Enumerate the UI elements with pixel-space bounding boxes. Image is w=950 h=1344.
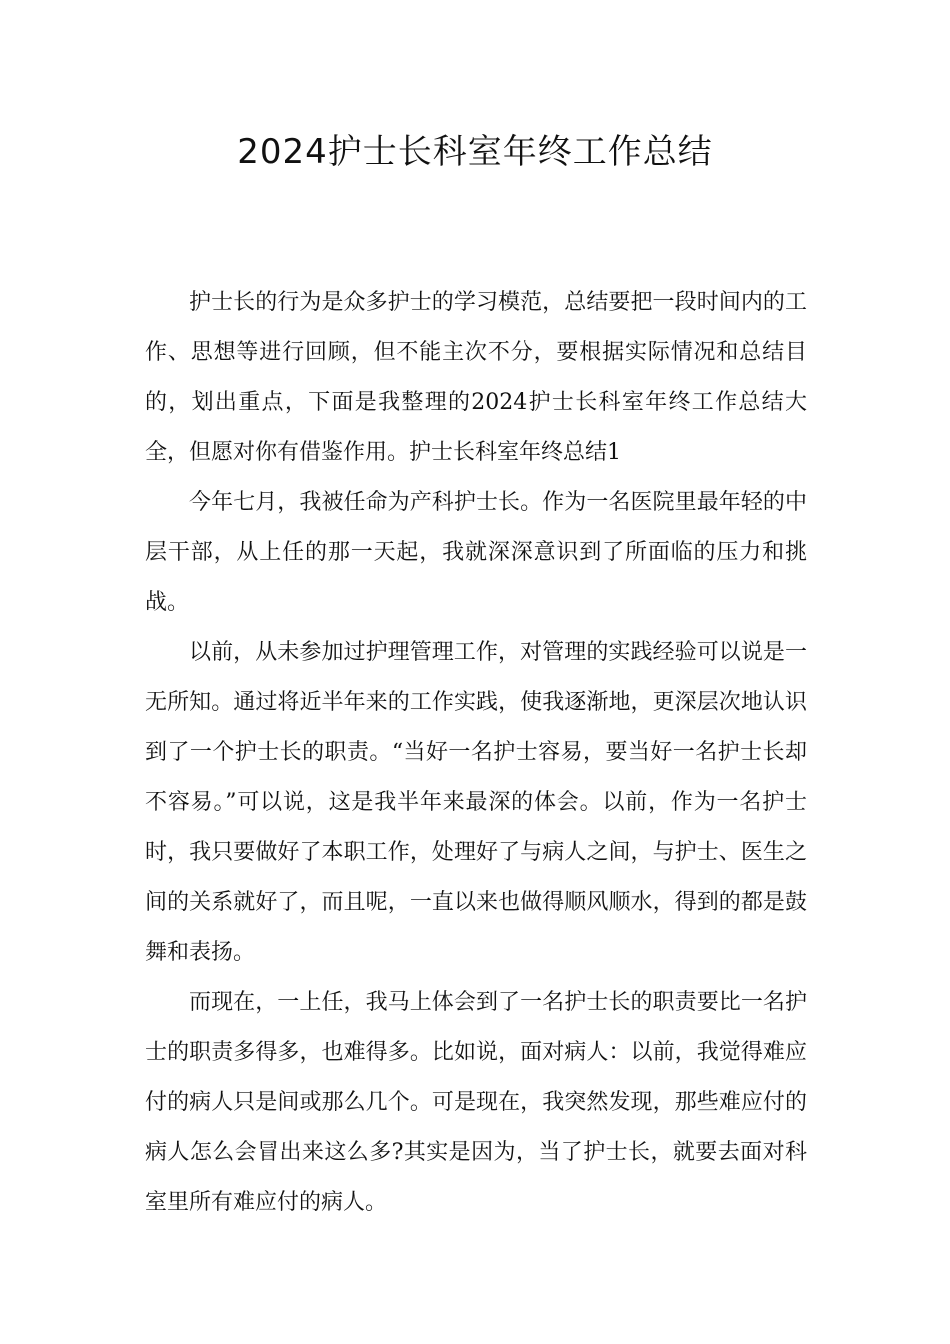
paragraph-appointment: 今年七月，我被任命为产科护士长。作为一名医院里最年轻的中层干部，从上任的那一天起，我就深深意识到了所面临的压力和挑战。 bbox=[145, 490, 807, 615]
paragraph-intro: 护士长的行为是众多护士的学习模范，总结要把一段时间内的工作、思想等进行回顾，但不能主次不分，要根据实际情况和总结目的，划出重点，下面是我整理的2024护士长科室年终工作总结大全，但愿对你有借鉴作用。护士长科室年终总结1 bbox=[145, 290, 807, 465]
document-body bbox=[145, 278, 807, 1228]
paragraph-experience: 以前，从未参加过护理管理工作，对管理的实践经验可以说是一无所知。通过将近半年来的工作实践，使我逐渐地，更深层次地认识到了一个护士长的职责。“当好一名护士容易，要当好一名护士长却不容易。”可以说，这是我半年来最深的体会。以前，作为一名护士时，我只要做好了本职工作，处理好了与病人之间，与护士、医生之间的关系就好了，而且呢，一直以来也做得顺风顺水，得到的都是鼓舞和表扬。 bbox=[145, 640, 807, 965]
document-title: 2024护士长科室年终工作总结 bbox=[237, 132, 713, 172]
paragraph-responsibility: 而现在，一上任，我马上体会到了一名护士长的职责要比一名护士的职责多得多，也难得多。比如说，面对病人：以前，我觉得难应付的病人只是间或那么几个。可是现在，我突然发现，那些难应付的病人怎么会冒出来这么多?其实是因为，当了护士长，就要去面对科室里所有难应付的病人。 bbox=[145, 990, 807, 1215]
